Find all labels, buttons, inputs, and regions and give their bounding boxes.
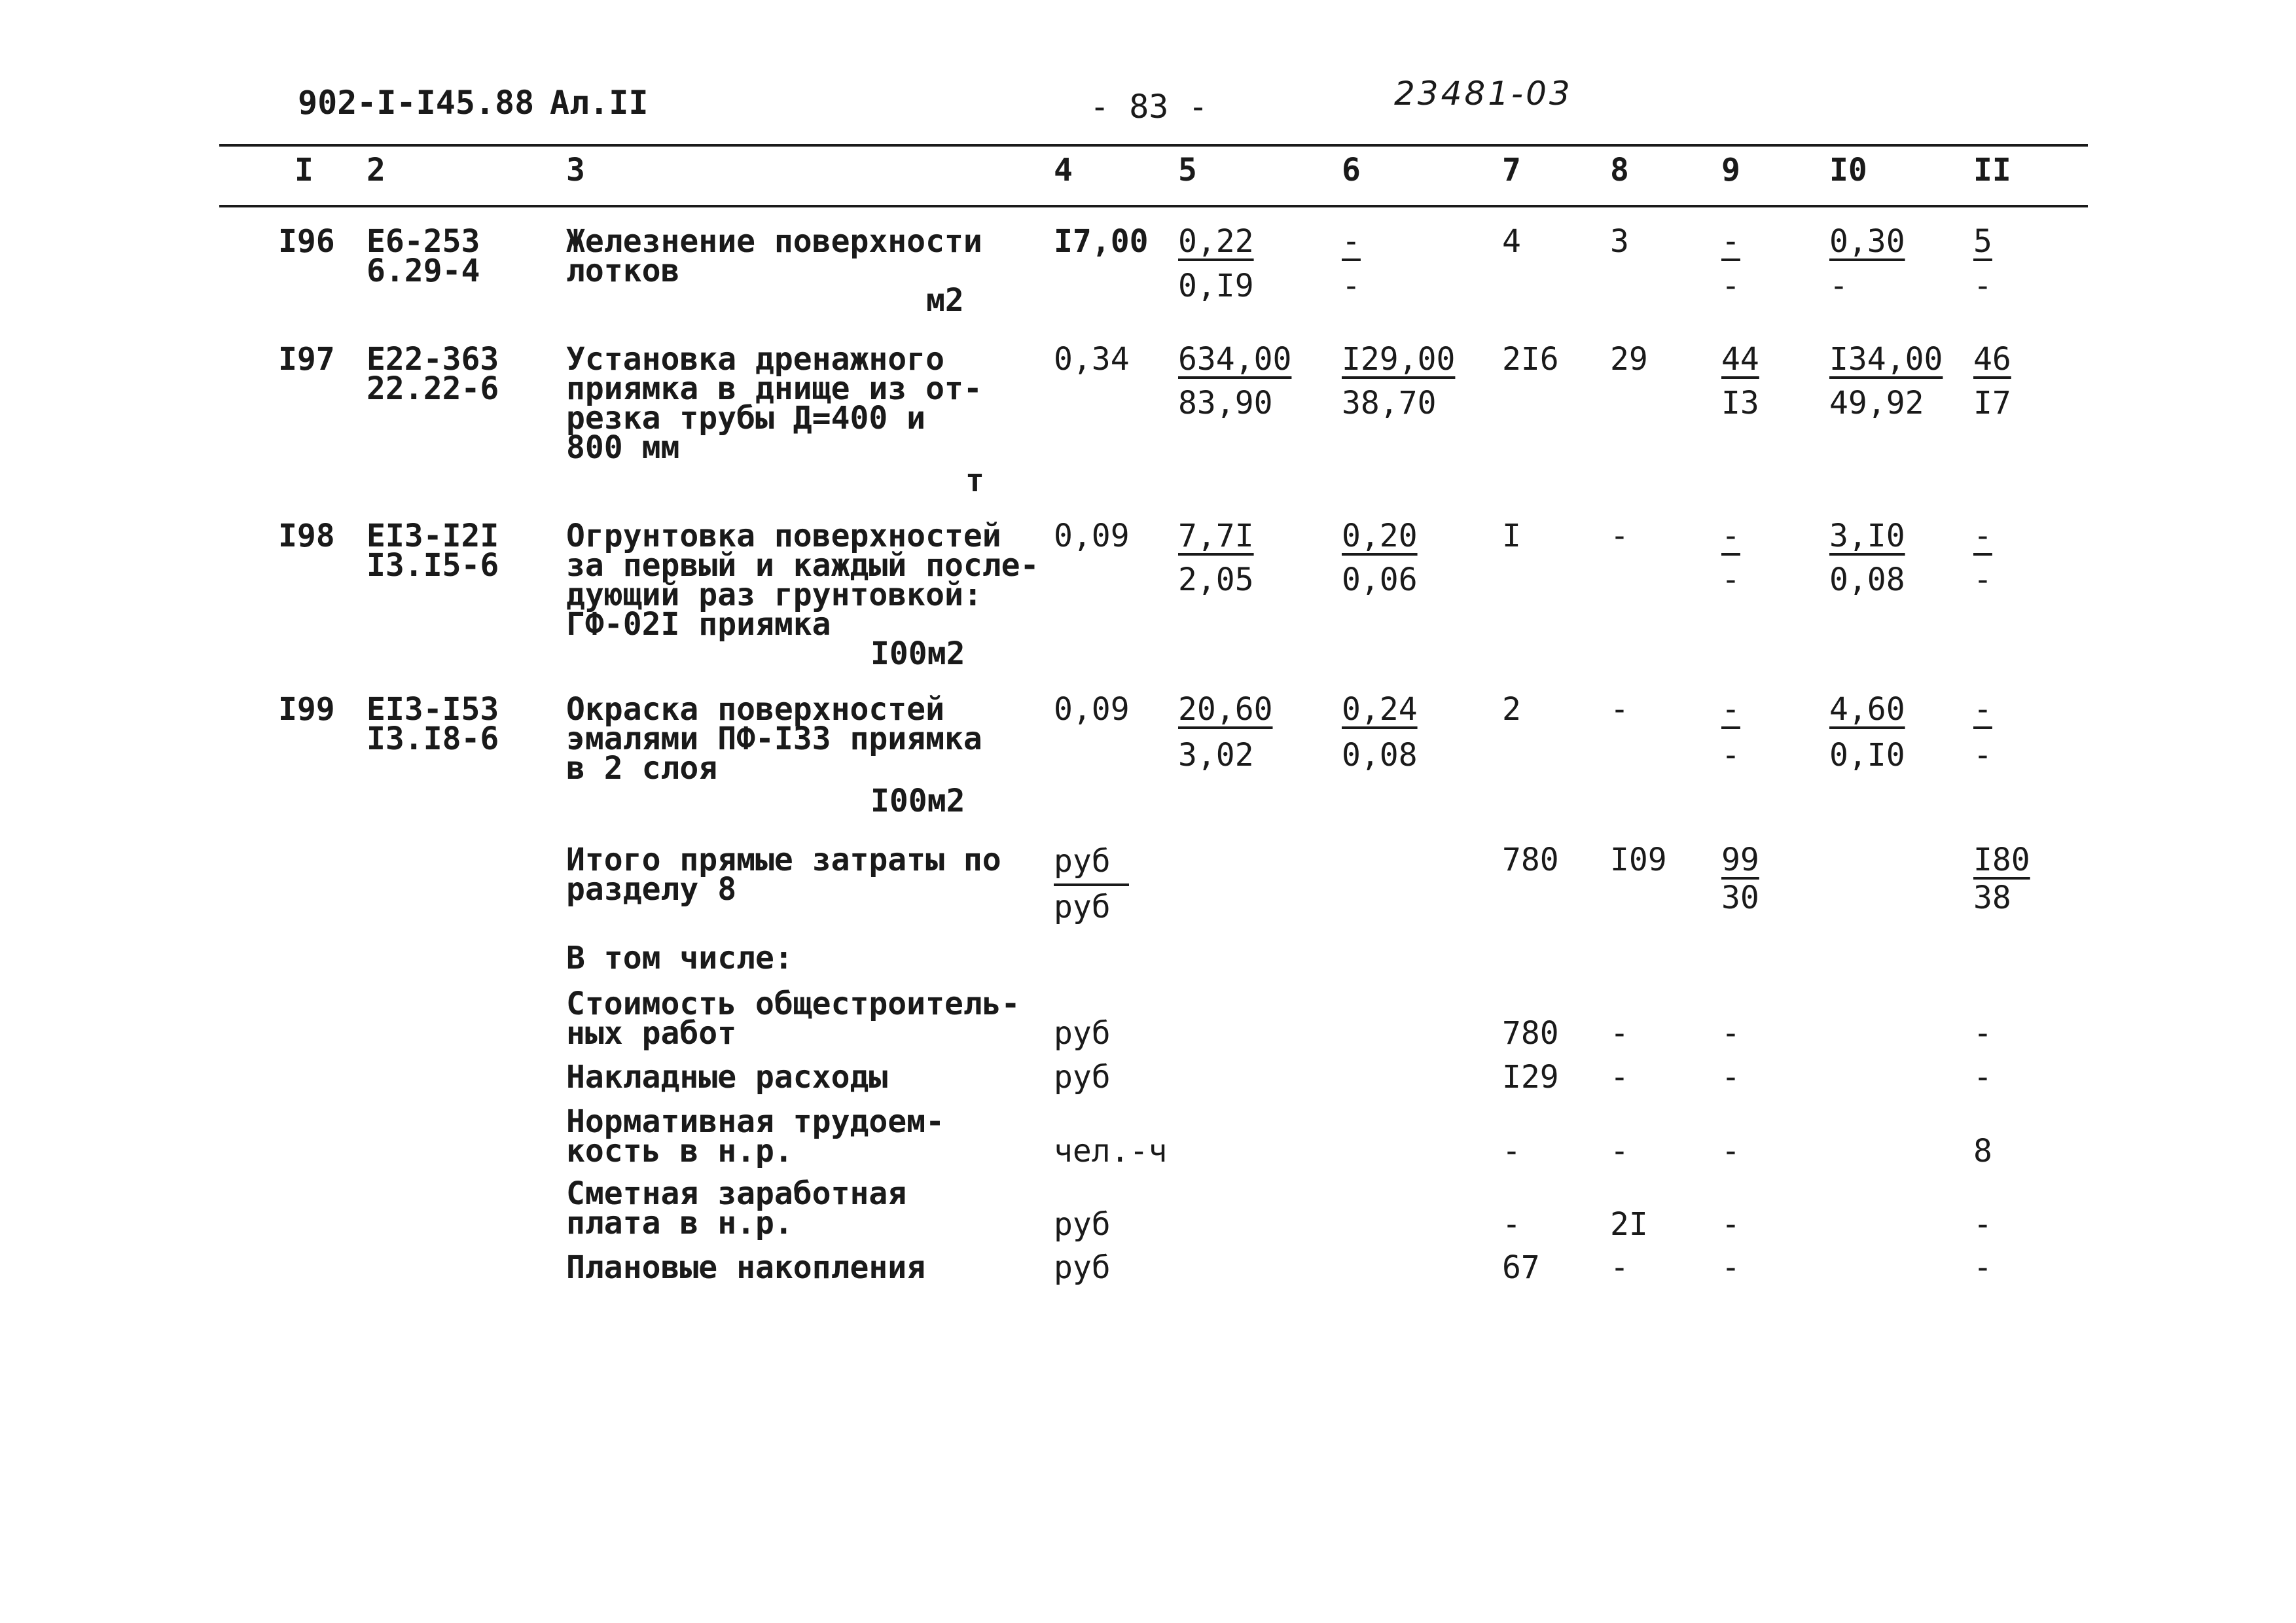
unit-cost-machines: I29,00 xyxy=(1342,341,1456,378)
wages-total: - xyxy=(1610,691,1629,728)
labor-unit: 3,I0 xyxy=(1829,518,1905,554)
total-unit: руб xyxy=(1054,843,1111,880)
summary-label-line: плата в н.р. xyxy=(566,1205,793,1241)
summary-unit: чел.-ч xyxy=(1054,1133,1168,1169)
total-cost: I xyxy=(1502,518,1521,554)
unit-cost-machines-wages: 0,08 xyxy=(1342,737,1418,774)
machines-total: - xyxy=(1721,1249,1740,1286)
work-description-line: 800 мм xyxy=(566,429,680,466)
handwritten-reference: 23481-03 xyxy=(1394,75,1573,113)
machines-wages-total: - xyxy=(1721,562,1740,598)
total-cost: - xyxy=(1502,1133,1521,1169)
labor-unit-machinists: 0,08 xyxy=(1829,562,1905,598)
column-header-7: 7 xyxy=(1502,152,1521,188)
summary-label-line: Плановые накопления xyxy=(566,1249,926,1286)
rate-code-secondary: 6.29-4 xyxy=(367,253,480,289)
machines-wages-total: I3 xyxy=(1721,385,1759,421)
summary-unit: руб xyxy=(1054,1249,1111,1286)
machines-total: 44 xyxy=(1721,341,1759,378)
machines-total: - xyxy=(1721,691,1740,728)
summary-label-line: Стоимость общестроитель- xyxy=(566,986,1020,1022)
unit-cost-machines-wages: 0,06 xyxy=(1342,562,1418,598)
labor-unit: I34,00 xyxy=(1829,341,1943,378)
quantity: 0,34 xyxy=(1054,341,1130,378)
unit-cost-wages: 83,90 xyxy=(1178,385,1273,421)
labor-total: - xyxy=(1973,1059,1992,1096)
column-header-3: 3 xyxy=(566,152,585,188)
machines-total: - xyxy=(1721,1206,1740,1243)
total-label-line: Итого прямые затраты по xyxy=(566,842,1001,878)
labor-total: 46 xyxy=(1973,341,2011,378)
unit-cost-machines-wages: - xyxy=(1342,268,1361,304)
wages-total: 2I xyxy=(1610,1206,1648,1243)
quantity: 0,09 xyxy=(1054,691,1130,728)
labor-total-machinists: - xyxy=(1973,562,1992,598)
labor-total-machinists: 38 xyxy=(1973,880,2011,916)
total-cost: 780 xyxy=(1502,1015,1559,1052)
machines-total: 99 xyxy=(1721,842,1759,878)
summary-unit: руб xyxy=(1054,1015,1111,1052)
work-description-line: лотков xyxy=(566,253,680,289)
wages-total: - xyxy=(1610,1059,1629,1096)
summary-unit: руб xyxy=(1054,1059,1111,1096)
total-label-line: разделу 8 xyxy=(566,871,737,908)
machines-total: - xyxy=(1721,1015,1740,1052)
measure-unit: I00м2 xyxy=(870,783,965,819)
column-header-6: 6 xyxy=(1342,152,1361,188)
wages-total: - xyxy=(1610,1015,1629,1052)
unit-cost-wages: 0,I9 xyxy=(1178,268,1254,304)
machines-total: - xyxy=(1721,1059,1740,1096)
unit-cost-machines: - xyxy=(1342,223,1361,260)
work-description-line: Установка дренажного xyxy=(566,341,944,378)
labor-total-machinists: - xyxy=(1973,268,1992,304)
total-cost: 2I6 xyxy=(1502,341,1559,378)
labor-total: - xyxy=(1973,1206,1992,1243)
document-code: 902-I-I45.88 xyxy=(298,84,535,122)
labor-unit-machinists: 49,92 xyxy=(1829,385,1924,421)
work-description-line: Окраска поверхностей xyxy=(566,691,944,728)
column-header-10: I0 xyxy=(1829,152,1867,188)
work-description-line: резка трубы Д=400 и xyxy=(566,400,926,437)
column-header-9: 9 xyxy=(1721,152,1740,188)
labor-total-machinists: - xyxy=(1973,737,1992,774)
unit-cost-total: 0,22 xyxy=(1178,223,1254,260)
labor-total: I80 xyxy=(1973,842,2030,878)
work-description-line: ГФ-02I приямка xyxy=(566,606,831,643)
table-top-rule xyxy=(219,144,2088,147)
wages-total: 3 xyxy=(1610,223,1629,260)
summary-label-line: Накладные расходы xyxy=(566,1059,888,1096)
rate-code-secondary: I3.I8-6 xyxy=(367,721,499,757)
wages-total: - xyxy=(1610,518,1629,554)
unit-cost-total: 7,7I xyxy=(1178,518,1254,554)
wages-total: 29 xyxy=(1610,341,1648,378)
unit-cost-machines: 0,24 xyxy=(1342,691,1418,728)
row-number: I96 xyxy=(278,223,335,260)
labor-total: - xyxy=(1973,1249,1992,1286)
measure-unit: м2 xyxy=(926,282,964,319)
work-description-line: за первый и каждый после- xyxy=(566,547,1039,584)
rate-code: ЕI3-I2I xyxy=(367,518,499,554)
labor-total: - xyxy=(1973,518,1992,554)
work-description-line: в 2 слоя xyxy=(566,750,718,787)
column-header-8: 8 xyxy=(1610,152,1629,188)
summary-label-line: Сметная заработная xyxy=(566,1175,907,1212)
machines-total: - xyxy=(1721,518,1740,554)
unit-cost-wages: 3,02 xyxy=(1178,737,1254,774)
quantity: I7,00 xyxy=(1054,223,1149,260)
column-header-11: II xyxy=(1973,152,2011,188)
machines-total: - xyxy=(1721,223,1740,260)
total-cost: 2 xyxy=(1502,691,1521,728)
measure-unit: I00м2 xyxy=(870,635,965,672)
wages-total: - xyxy=(1610,1133,1629,1169)
summary-label-line: ных работ xyxy=(566,1015,737,1052)
column-header-1: I xyxy=(295,152,314,188)
machines-wages-total: - xyxy=(1721,268,1740,304)
unit-cost-total: 634,00 xyxy=(1178,341,1292,378)
machines-wages-total: - xyxy=(1721,737,1740,774)
row-number: I99 xyxy=(278,691,335,728)
work-description-line: Железнение поверхности xyxy=(566,223,982,260)
rate-code: Е6-253 xyxy=(367,223,480,260)
quantity: 0,09 xyxy=(1054,518,1130,554)
total-cost: 780 xyxy=(1502,842,1559,878)
total-unit-fraction-bar xyxy=(1054,883,1129,886)
labor-unit-machinists: - xyxy=(1829,268,1848,304)
work-description-line: дующий раз грунтовкой: xyxy=(566,577,982,613)
wages-total: - xyxy=(1610,1249,1629,1286)
summary-unit: руб xyxy=(1054,1206,1111,1243)
wages-total: I09 xyxy=(1610,842,1667,878)
labor-unit: 4,60 xyxy=(1829,691,1905,728)
labor-total: 8 xyxy=(1973,1133,1992,1169)
machines-wages-total: 30 xyxy=(1721,880,1759,916)
summary-label-line: Нормативная трудоем- xyxy=(566,1103,944,1140)
unit-cost-wages: 2,05 xyxy=(1178,562,1254,598)
measure-unit: т xyxy=(965,462,984,499)
row-number: I98 xyxy=(278,518,335,554)
work-description-line: Огрунтовка поверхностей xyxy=(566,518,1001,554)
header-bottom-rule xyxy=(219,205,2088,207)
machines-total: - xyxy=(1721,1133,1740,1169)
total-cost: 67 xyxy=(1502,1249,1540,1286)
labor-total-machinists: I7 xyxy=(1973,385,2011,421)
album-label: Ал.II xyxy=(550,84,649,122)
total-cost: 4 xyxy=(1502,223,1521,260)
work-description-line: приямка в днище из от- xyxy=(566,370,982,407)
unit-cost-machines-wages: 38,70 xyxy=(1342,385,1437,421)
labor-unit-machinists: 0,I0 xyxy=(1829,737,1905,774)
including-label: В том числе: xyxy=(566,940,793,976)
labor-total: - xyxy=(1973,1015,1992,1052)
unit-cost-machines: 0,20 xyxy=(1342,518,1418,554)
labor-total: 5 xyxy=(1973,223,1992,260)
rate-code: Е22-363 xyxy=(367,341,499,378)
labor-total: - xyxy=(1973,691,1992,728)
work-description-line: эмалями ПФ-I33 приямка xyxy=(566,721,982,757)
column-header-4: 4 xyxy=(1054,152,1073,188)
rate-code-secondary: 22.22-6 xyxy=(367,370,499,407)
total-cost: - xyxy=(1502,1206,1521,1243)
total-unit-secondary: руб xyxy=(1054,889,1111,925)
unit-cost-total: 20,60 xyxy=(1178,691,1273,728)
column-header-2: 2 xyxy=(367,152,386,188)
summary-label-line: кость в н.р. xyxy=(566,1133,793,1169)
total-cost: I29 xyxy=(1502,1059,1559,1096)
rate-code: ЕI3-I53 xyxy=(367,691,499,728)
page-number: - 83 - xyxy=(1090,88,1208,126)
row-number: I97 xyxy=(278,341,335,378)
rate-code-secondary: I3.I5-6 xyxy=(367,547,499,584)
labor-unit: 0,30 xyxy=(1829,223,1905,260)
column-header-5: 5 xyxy=(1178,152,1197,188)
